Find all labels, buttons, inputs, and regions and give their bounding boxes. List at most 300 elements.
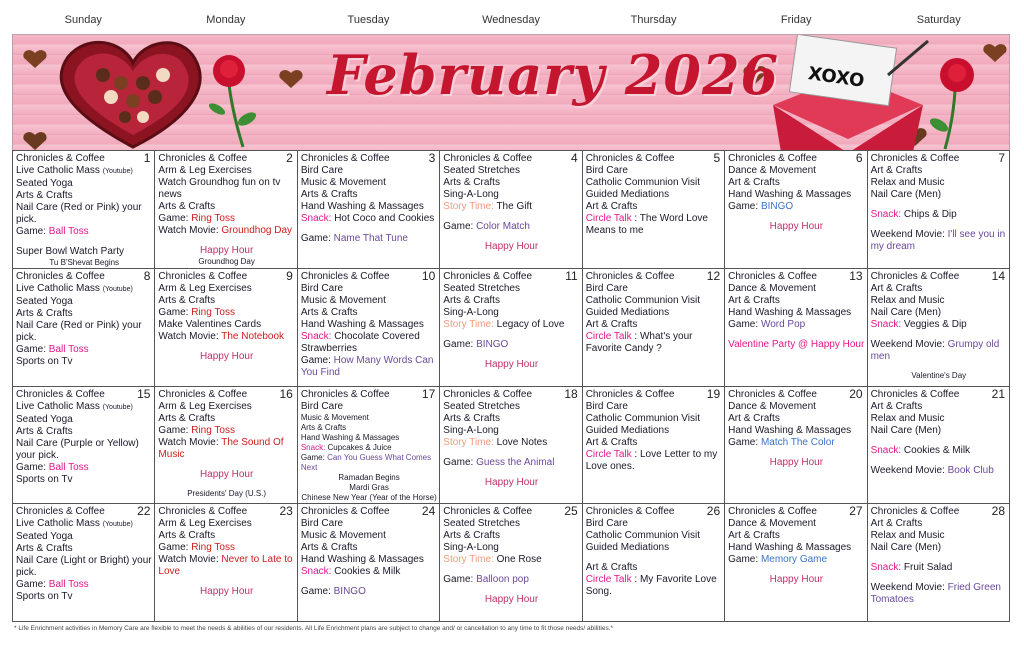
activity-line: Sports on Tv xyxy=(16,355,73,367)
day-cell[interactable] xyxy=(725,504,867,622)
happy-hour-label: Happy Hour xyxy=(199,468,254,480)
activity-line: Tu B'Shevat Begins xyxy=(49,258,120,267)
activity-line xyxy=(443,574,579,586)
day-cell[interactable] xyxy=(868,269,1010,387)
day-cell[interactable] xyxy=(13,151,155,269)
activity-line: Arts & Crafts xyxy=(16,190,73,201)
activity-segment: Snack: xyxy=(870,209,904,220)
activity-line xyxy=(158,331,294,343)
activity-line: Guided Mediations xyxy=(585,542,670,554)
activity-line: Arm & Leg Exercises xyxy=(158,282,252,294)
activity-line xyxy=(586,449,722,473)
weekday-header-row xyxy=(12,0,1010,34)
weekday-thursday: Thursday xyxy=(630,14,677,26)
activity-line xyxy=(586,331,722,355)
activity-line: Chronicles & Coffee xyxy=(300,270,390,282)
activity-line: Hand Washing & Massages xyxy=(728,542,852,554)
activity-line: Music & Movement xyxy=(300,177,386,188)
activity-line: Chronicles & Coffee xyxy=(16,153,105,164)
day-cell[interactable] xyxy=(868,151,1010,269)
day-cell[interactable] xyxy=(155,151,297,269)
day-number: 7 xyxy=(998,151,1005,165)
activity-line xyxy=(728,554,864,566)
happy-hour-label: Happy Hour xyxy=(199,586,254,598)
activity-line: Arm & Leg Exercises xyxy=(158,518,252,530)
day-number: 11 xyxy=(565,268,578,283)
day-number: 16 xyxy=(279,386,293,401)
activity-line: Chronicles & Coffee xyxy=(300,153,390,164)
activity-line: Seated Yoga xyxy=(16,178,73,189)
day-cell[interactable] xyxy=(13,269,155,387)
activity-line: Hand Washing & Massages xyxy=(300,318,424,330)
activity-line xyxy=(158,213,294,225)
calendar-grid xyxy=(12,150,1010,622)
activity-line: Ramadan Begins xyxy=(338,472,400,482)
activity-segment: Story Time: xyxy=(443,318,497,330)
activity-segment: : The Word Love Means to me xyxy=(585,213,708,236)
activity-line: Hand Washing & Massages xyxy=(728,306,852,318)
day-cell[interactable] xyxy=(440,387,582,505)
day-cell[interactable] xyxy=(868,387,1010,505)
day-number: 1 xyxy=(143,151,151,165)
happy-hour-label: Happy Hour xyxy=(484,358,539,370)
activity-line: Sing-A-Long xyxy=(443,542,499,554)
activity-line xyxy=(16,462,152,474)
month-banner xyxy=(12,34,1010,151)
activity-line: Sing-A-Long xyxy=(443,306,499,318)
day-cell[interactable] xyxy=(155,504,297,622)
activity-line: Catholic Communion Visit xyxy=(585,530,701,542)
day-cell[interactable] xyxy=(13,504,155,622)
day-cell[interactable] xyxy=(298,387,440,505)
day-number: 26 xyxy=(706,504,721,519)
happy-hour-label: Happy Hour xyxy=(484,594,539,606)
activity-line: Bird Care xyxy=(585,165,628,176)
activity-segment: Memory Game xyxy=(760,554,828,566)
activity-segment: Story Time: xyxy=(443,554,497,566)
activity-line: Music & Movement xyxy=(300,530,386,542)
day-cell[interactable] xyxy=(583,387,725,505)
activity-line: Chronicles & Coffee xyxy=(728,506,817,518)
activity-line: Art & Crafts xyxy=(585,436,638,448)
activity-segment: I'll see you in my dream xyxy=(870,229,1006,252)
activity-segment: Ball Toss xyxy=(48,461,89,473)
weekday-friday: Friday xyxy=(780,14,812,26)
activity-segment: Game: xyxy=(443,338,477,350)
activity-line: Art & Crafts xyxy=(870,165,923,176)
activity-line: Hand Washing & Massages xyxy=(728,424,852,436)
activity-line: Nail Care (Red or Pink) your pick. xyxy=(16,319,142,343)
activity-line: Art & Crafts xyxy=(870,518,923,530)
activity-line xyxy=(16,401,152,414)
activity-line: Guided Mediations xyxy=(585,306,670,318)
activity-line: Watch Groundhog fun on tv news xyxy=(158,177,281,200)
activity-line: Chronicles & Coffee xyxy=(585,153,675,164)
activity-segment: Snack: xyxy=(870,444,904,456)
activity-line xyxy=(443,201,579,213)
activity-line: Seated Stretches xyxy=(443,400,520,412)
day-number: 6 xyxy=(855,151,863,165)
activity-segment: Snack: xyxy=(300,330,335,342)
activity-segment: Weekend Movie: xyxy=(870,582,948,594)
activity-segment: The Sound Of Music xyxy=(158,436,284,460)
day-cell[interactable] xyxy=(725,269,867,387)
activity-line: Make Valentines Cards xyxy=(158,318,262,330)
activity-segment: Word Pop xyxy=(760,318,806,330)
activity-line xyxy=(443,339,579,351)
activity-line: Super Bowl Watch Party xyxy=(16,246,125,257)
activity-segment: Match The Color xyxy=(760,436,835,448)
activity-segment: Snack: xyxy=(300,566,335,578)
day-cell[interactable] xyxy=(725,387,867,505)
activity-line: Arts & Crafts xyxy=(158,294,216,306)
activity-line: Bird Care xyxy=(585,400,628,412)
activity-line xyxy=(443,437,579,449)
activity-segment: Can You Guess What Comes Next xyxy=(300,452,432,472)
activity-line: Seated Yoga xyxy=(16,531,73,543)
activity-line: Chronicles & Coffee xyxy=(585,506,675,518)
happy-hour-label: Happy Hour xyxy=(199,245,254,256)
activity-segment: Snack: xyxy=(870,318,904,330)
day-cell[interactable] xyxy=(583,269,725,387)
activity-line xyxy=(301,355,437,379)
activity-segment: Cookies & Milk xyxy=(334,566,401,578)
activity-line: Chronicles & Coffee xyxy=(16,388,105,400)
activity-line: Relax and Music xyxy=(870,294,945,306)
activity-segment: (Youtube) xyxy=(102,285,133,293)
activity-line xyxy=(586,213,722,237)
activity-segment: Watch Movie: xyxy=(158,225,222,236)
activity-line: Hand Washing & Massages xyxy=(300,432,400,442)
activity-line xyxy=(871,229,1007,253)
activity-segment: Groundhog Day xyxy=(221,225,293,236)
activity-line: Chronicles & Coffee xyxy=(158,388,248,400)
activity-line xyxy=(871,582,1007,606)
day-cell[interactable] xyxy=(298,269,440,387)
activity-line xyxy=(871,465,1007,477)
activity-line xyxy=(443,221,579,233)
day-number: 18 xyxy=(564,386,578,401)
activity-line: Chronicles & Coffee xyxy=(158,270,248,282)
activity-segment: How Many Words Can You Find xyxy=(300,354,434,378)
activity-line: Art & Crafts xyxy=(585,201,638,212)
activity-line: Arts & Crafts xyxy=(300,306,358,318)
activity-segment: Circle Talk xyxy=(585,213,632,224)
activity-segment: Fruit Salad xyxy=(903,562,953,574)
activity-line: Presidents' Day (U.S.) xyxy=(187,488,267,498)
activity-segment: Weekend Movie: xyxy=(870,229,948,240)
activity-line: Valentine's Day xyxy=(911,370,967,380)
activity-line: Chronicles & Coffee xyxy=(728,388,817,400)
activity-segment: Ring Toss xyxy=(191,306,235,318)
activity-segment: BINGO xyxy=(476,338,509,350)
activity-segment: Game: xyxy=(158,542,192,554)
activity-segment: : What's your Favorite Candy ? xyxy=(585,330,693,354)
activity-line xyxy=(728,437,864,449)
activity-line: Arts & Crafts xyxy=(16,307,73,319)
activity-segment: Game: xyxy=(443,456,477,468)
activity-segment: Game: xyxy=(16,579,49,591)
day-cell[interactable] xyxy=(440,269,582,387)
activity-segment: Hot Coco and Cookies xyxy=(334,213,435,224)
activity-line xyxy=(158,307,294,319)
activity-segment: Game: xyxy=(158,424,192,436)
day-cell[interactable] xyxy=(298,504,440,622)
day-number: 22 xyxy=(137,504,151,519)
activity-segment: Snack: xyxy=(300,213,335,224)
activity-line: Chronicles & Coffee xyxy=(443,388,533,400)
day-number: 8 xyxy=(143,268,151,283)
activity-segment: Circle Talk xyxy=(585,330,632,342)
activity-segment: Circle Talk xyxy=(585,574,632,586)
activity-line: Art & Crafts xyxy=(728,294,780,306)
day-cell[interactable] xyxy=(583,504,725,622)
activity-segment: Game: xyxy=(300,354,334,366)
activity-segment: Game: xyxy=(16,226,49,237)
activity-segment: Live Catholic Mass xyxy=(16,282,103,294)
footnote: * Life Enrichment activities in Memory Care are flexible to meet the needs & abilities of our residents. All Life Enrichment plans are subject to change and/ or cancellation to any time to fit those needs/ abilities.* xyxy=(14,625,614,632)
activity-line: Bird Care xyxy=(300,165,344,176)
activity-line: Guided Mediations xyxy=(585,189,670,200)
day-cell[interactable] xyxy=(13,387,155,505)
activity-line: Sports on Tv xyxy=(16,473,73,485)
activity-line xyxy=(301,213,437,225)
activity-line: Dance & Movement xyxy=(728,518,816,530)
activity-line xyxy=(443,554,579,566)
day-number: 13 xyxy=(849,268,863,283)
activity-segment: Ring Toss xyxy=(191,424,235,436)
day-cell[interactable] xyxy=(725,151,867,269)
activity-line xyxy=(871,339,1007,363)
activity-line: Chronicles & Coffee xyxy=(443,506,533,518)
activity-line: Relax and Music xyxy=(870,412,945,424)
activity-line: Chronicles & Coffee xyxy=(16,506,105,518)
activity-segment: Legacy of Love xyxy=(496,318,565,330)
activity-line xyxy=(16,165,152,178)
activity-line: Arts & Crafts xyxy=(158,412,216,424)
activity-line: Chronicles & Coffee xyxy=(870,506,960,518)
activity-line: Music & Movement xyxy=(300,412,369,422)
activity-line: Catholic Communion Visit xyxy=(585,412,701,424)
happy-hour-label: Happy Hour xyxy=(769,574,824,586)
activity-segment: Never to Late to Love xyxy=(158,554,293,578)
activity-segment: Veggies & Dip xyxy=(903,318,967,330)
activity-segment: Ball Toss xyxy=(48,226,89,237)
activity-line xyxy=(301,566,437,578)
activity-segment: Game: xyxy=(158,213,192,224)
activity-line: Arts & Crafts xyxy=(158,530,216,542)
activity-line xyxy=(728,319,864,331)
activity-line: Seated Yoga xyxy=(16,413,73,425)
heart-chocolate-box-icon xyxy=(61,42,200,147)
activity-line xyxy=(871,319,1007,331)
activity-line: Guided Mediations xyxy=(585,424,670,436)
month-title: February 2026 xyxy=(327,43,780,107)
day-number: 2 xyxy=(286,151,293,165)
activity-segment: BINGO xyxy=(333,586,366,598)
happy-hour-label: Happy Hour xyxy=(484,241,539,252)
happy-hour-label: Happy Hour xyxy=(199,350,254,362)
day-number: 4 xyxy=(571,151,578,165)
note-card-text: XOXO xyxy=(806,63,866,92)
day-cell[interactable] xyxy=(155,269,297,387)
day-cell[interactable] xyxy=(298,151,440,269)
activity-segment: Name That Tune xyxy=(333,233,408,244)
activity-segment: (Youtube) xyxy=(102,521,133,529)
happy-hour-label: Happy Hour xyxy=(769,221,824,232)
day-number: 12 xyxy=(706,268,721,283)
activity-line: Arts & Crafts xyxy=(16,543,73,555)
activity-line: Chronicles & Coffee xyxy=(728,153,817,164)
activity-segment: Cupcakes & Juice xyxy=(327,442,392,452)
activity-segment: Game: xyxy=(728,436,761,448)
activity-segment: Watch Movie: xyxy=(158,554,222,566)
activity-line: Relax and Music xyxy=(870,177,945,188)
activity-line: Arts & Crafts xyxy=(443,177,500,188)
activity-line xyxy=(16,579,152,591)
activity-line: Nail Care (Men) xyxy=(870,189,942,200)
activity-line: Hand Washing & Massages xyxy=(300,554,424,566)
activity-line xyxy=(158,225,294,237)
activity-segment: Guess the Animal xyxy=(476,456,555,468)
activity-segment: Game: xyxy=(16,461,49,473)
activity-line: Art & Crafts xyxy=(585,562,638,574)
activity-line: Chronicles & Coffee xyxy=(443,153,533,164)
day-number: 14 xyxy=(991,268,1005,283)
activity-line xyxy=(16,283,152,296)
weekday-saturday: Saturday xyxy=(916,14,961,26)
activity-line: Relax and Music xyxy=(870,530,945,542)
activity-segment: (Youtube) xyxy=(102,168,133,175)
activity-line xyxy=(301,586,437,598)
activity-segment: Game: xyxy=(300,233,334,244)
activity-line: Chronicles & Coffee xyxy=(728,270,817,282)
day-cell[interactable] xyxy=(440,151,582,269)
activity-line: Nail Care (Purple or Yellow) your pick. xyxy=(16,437,139,461)
activity-segment: Snack: xyxy=(300,442,328,452)
activity-segment: Watch Movie: xyxy=(158,436,222,448)
activity-line: Arts & Crafts xyxy=(16,425,73,437)
activity-line xyxy=(586,574,722,598)
activity-line: Nail Care (Men) xyxy=(870,306,942,318)
day-number: 5 xyxy=(713,151,721,165)
activity-segment: The Gift xyxy=(496,201,533,212)
activity-segment: Ring Toss xyxy=(191,213,235,224)
activity-line xyxy=(301,453,437,473)
activity-line: Dance & Movement xyxy=(728,282,816,294)
activity-segment: Game: xyxy=(443,221,477,232)
activity-line: Arts & Crafts xyxy=(300,542,358,554)
activity-segment: The Notebook xyxy=(221,330,285,342)
activity-line: Seated Stretches xyxy=(443,518,520,530)
day-cell[interactable] xyxy=(440,504,582,622)
day-number: 21 xyxy=(991,386,1005,401)
activity-segment: Circle Talk xyxy=(585,448,632,460)
activity-segment: Grumpy old men xyxy=(870,338,1000,362)
activity-line xyxy=(158,437,294,461)
activity-segment: Weekend Movie: xyxy=(870,338,948,350)
activity-line xyxy=(871,562,1007,574)
activity-line: Chronicles & Coffee xyxy=(300,506,390,518)
activity-segment: One Rose xyxy=(496,554,542,566)
activity-line: Seated Stretches xyxy=(443,282,520,294)
activity-line xyxy=(871,445,1007,457)
activity-segment: Live Catholic Mass xyxy=(16,165,103,176)
activity-line: Art & Crafts xyxy=(585,318,638,330)
activity-line: Sports on Tv xyxy=(16,591,73,603)
weekday-sunday: Sunday xyxy=(64,14,102,26)
activity-line: Valentine Party @ Happy Hour xyxy=(728,338,865,350)
day-number: 17 xyxy=(421,386,436,401)
weekday-monday: Monday xyxy=(206,14,246,26)
activity-line xyxy=(16,226,152,238)
activity-line: Catholic Communion Visit xyxy=(585,177,701,188)
activity-segment: Game: xyxy=(300,452,328,462)
activity-line: Bird Care xyxy=(300,400,344,412)
day-number: 19 xyxy=(706,386,721,401)
activity-segment: Watch Movie: xyxy=(158,330,222,342)
activity-line: Dance & Movement xyxy=(728,165,816,176)
activity-line: Chronicles & Coffee xyxy=(870,270,960,282)
activity-segment: Game: xyxy=(443,574,477,586)
activity-line: Arts & Crafts xyxy=(443,530,500,542)
activity-segment: Ring Toss xyxy=(191,542,235,554)
activity-line: Arts & Crafts xyxy=(158,201,216,212)
activity-line: Art & Crafts xyxy=(728,412,780,424)
activity-line xyxy=(158,425,294,437)
activity-segment: Chips & Dip xyxy=(903,209,957,220)
activity-line: Seated Yoga xyxy=(16,295,73,307)
day-cell[interactable] xyxy=(583,151,725,269)
activity-segment: Chocolate Covered Strawberries xyxy=(300,330,420,354)
activity-line: Art & Crafts xyxy=(728,530,780,542)
activity-line: Arts & Crafts xyxy=(443,412,500,424)
activity-line: Seated Stretches xyxy=(443,165,520,176)
activity-line: Bird Care xyxy=(300,282,344,294)
activity-line: Bird Care xyxy=(300,518,344,530)
day-number: 24 xyxy=(421,504,436,519)
activity-line: Nail Care (Men) xyxy=(870,542,942,554)
weekday-tuesday: Tuesday xyxy=(347,14,390,26)
activity-line: Arts & Crafts xyxy=(443,294,500,306)
activity-segment: Game: xyxy=(158,306,192,318)
activity-line xyxy=(158,542,294,554)
activity-segment: Cookies & Milk xyxy=(903,444,971,456)
activity-segment: Story Time: xyxy=(443,201,497,212)
activity-segment: Ball Toss xyxy=(48,343,89,355)
activity-segment: Game: xyxy=(728,318,761,330)
activity-line: Chronicles & Coffee xyxy=(585,388,675,400)
activity-line xyxy=(16,344,152,356)
activity-segment: BINGO xyxy=(760,201,794,212)
day-cell[interactable] xyxy=(155,387,297,505)
day-cell[interactable] xyxy=(868,504,1010,622)
activity-line: Chronicles & Coffee xyxy=(585,270,675,282)
activity-line: Chronicles & Coffee xyxy=(443,270,533,282)
activity-line: Art & Crafts xyxy=(870,400,923,412)
activity-segment: Game: xyxy=(728,554,761,566)
activity-line: Chronicles & Coffee xyxy=(870,388,960,400)
activity-segment: (Youtube) xyxy=(102,403,133,411)
activity-segment: Live Catholic Mass xyxy=(16,400,103,412)
day-number: 23 xyxy=(279,504,293,519)
activity-line: Arm & Leg Exercises xyxy=(158,400,252,412)
activity-line: Dance & Movement xyxy=(728,400,816,412)
day-number: 28 xyxy=(991,504,1005,519)
activity-segment: Color Match xyxy=(476,221,530,232)
activity-line: Nail Care (Red or Pink) your pick. xyxy=(16,202,142,225)
activity-line: Art & Crafts xyxy=(870,282,923,294)
